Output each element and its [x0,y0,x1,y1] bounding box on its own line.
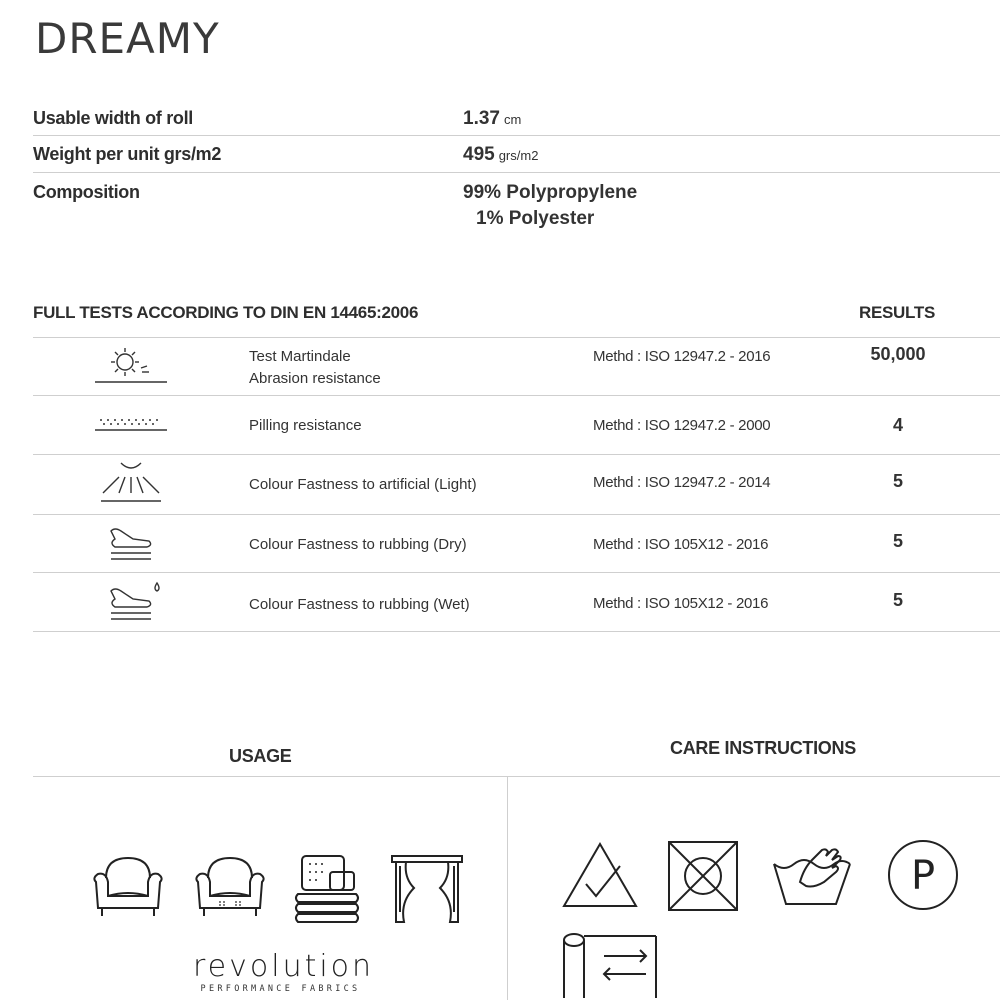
test-method: Methd : ISO 105X12 - 2016 [593,536,769,553]
roll-direction-icon [560,932,660,1000]
spec-label: Usable width of roll [33,108,194,128]
test-row-abrasion [33,338,1000,395]
no-tumble-dry-icon [667,840,739,912]
armchair-outdoor-icon [190,852,270,922]
light-rays-icon [91,457,171,505]
rubbing-wet-icon [91,577,171,625]
test-row-pilling [33,396,1000,454]
composition-line-1: 99% Polypropylene [463,182,638,203]
test-name: Colour Fastness to rubbing (Wet) [249,596,470,613]
test-method: Methd : ISO 12947.2 - 2016 [593,348,771,365]
abrasion-sun-icon [91,342,171,390]
curtains-icon [390,852,465,927]
test-row-light [33,455,1000,514]
usage-heading: USAGE [229,746,292,766]
brand-logo [193,949,375,994]
spec-value: 495 grs/m2 [463,144,539,165]
test-result: 50,000 [870,344,926,364]
spec-label: Composition [33,182,140,202]
page-title: DREAMY [35,14,220,63]
test-name: Test Martindale Abrasion resistance [249,348,381,387]
results-heading: RESULTS [859,303,935,322]
armchair-icon [88,852,168,922]
spec-label: Weight per unit grs/m2 [33,144,222,164]
test-row-rubbing-wet [33,573,1000,631]
divider [33,135,1000,136]
test-result: 5 [892,590,903,610]
divider [33,776,1000,777]
brand-subtitle: PERFORMANCE FABRICS [200,984,361,994]
test-name: Colour Fastness to artificial (Light) [249,476,477,493]
care-heading: CARE INSTRUCTIONS [670,738,856,758]
test-row-rubbing-dry [33,515,1000,572]
spec-value: 1.37 cm [463,108,522,129]
test-method: Methd : ISO 12947.2 - 2000 [593,417,771,434]
test-result: 4 [892,415,903,435]
test-result: 5 [892,471,903,491]
bleach-allowed-icon [560,840,640,910]
test-name: Pilling resistance [249,417,362,434]
tests-heading: FULL TESTS ACCORDING TO DIN EN 14465:2006 [33,303,419,322]
composition-line-2: 1% Polyester [476,208,595,229]
divider [33,631,1000,632]
cushions-stack-icon [294,852,364,927]
test-method: Methd : ISO 105X12 - 2016 [593,595,769,612]
svg-text:P: P [910,853,936,899]
dry-clean-p-icon [886,838,960,912]
brand-name: revolution [193,949,375,984]
test-result: 5 [892,531,903,551]
hand-wash-icon [770,842,855,910]
divider [33,172,1000,173]
rubbing-dry-icon [91,521,171,569]
test-name: Colour Fastness to rubbing (Dry) [249,536,467,553]
vertical-divider [507,777,508,1000]
test-method: Methd : ISO 12947.2 - 2014 [593,474,771,491]
pilling-dots-icon [91,402,171,450]
